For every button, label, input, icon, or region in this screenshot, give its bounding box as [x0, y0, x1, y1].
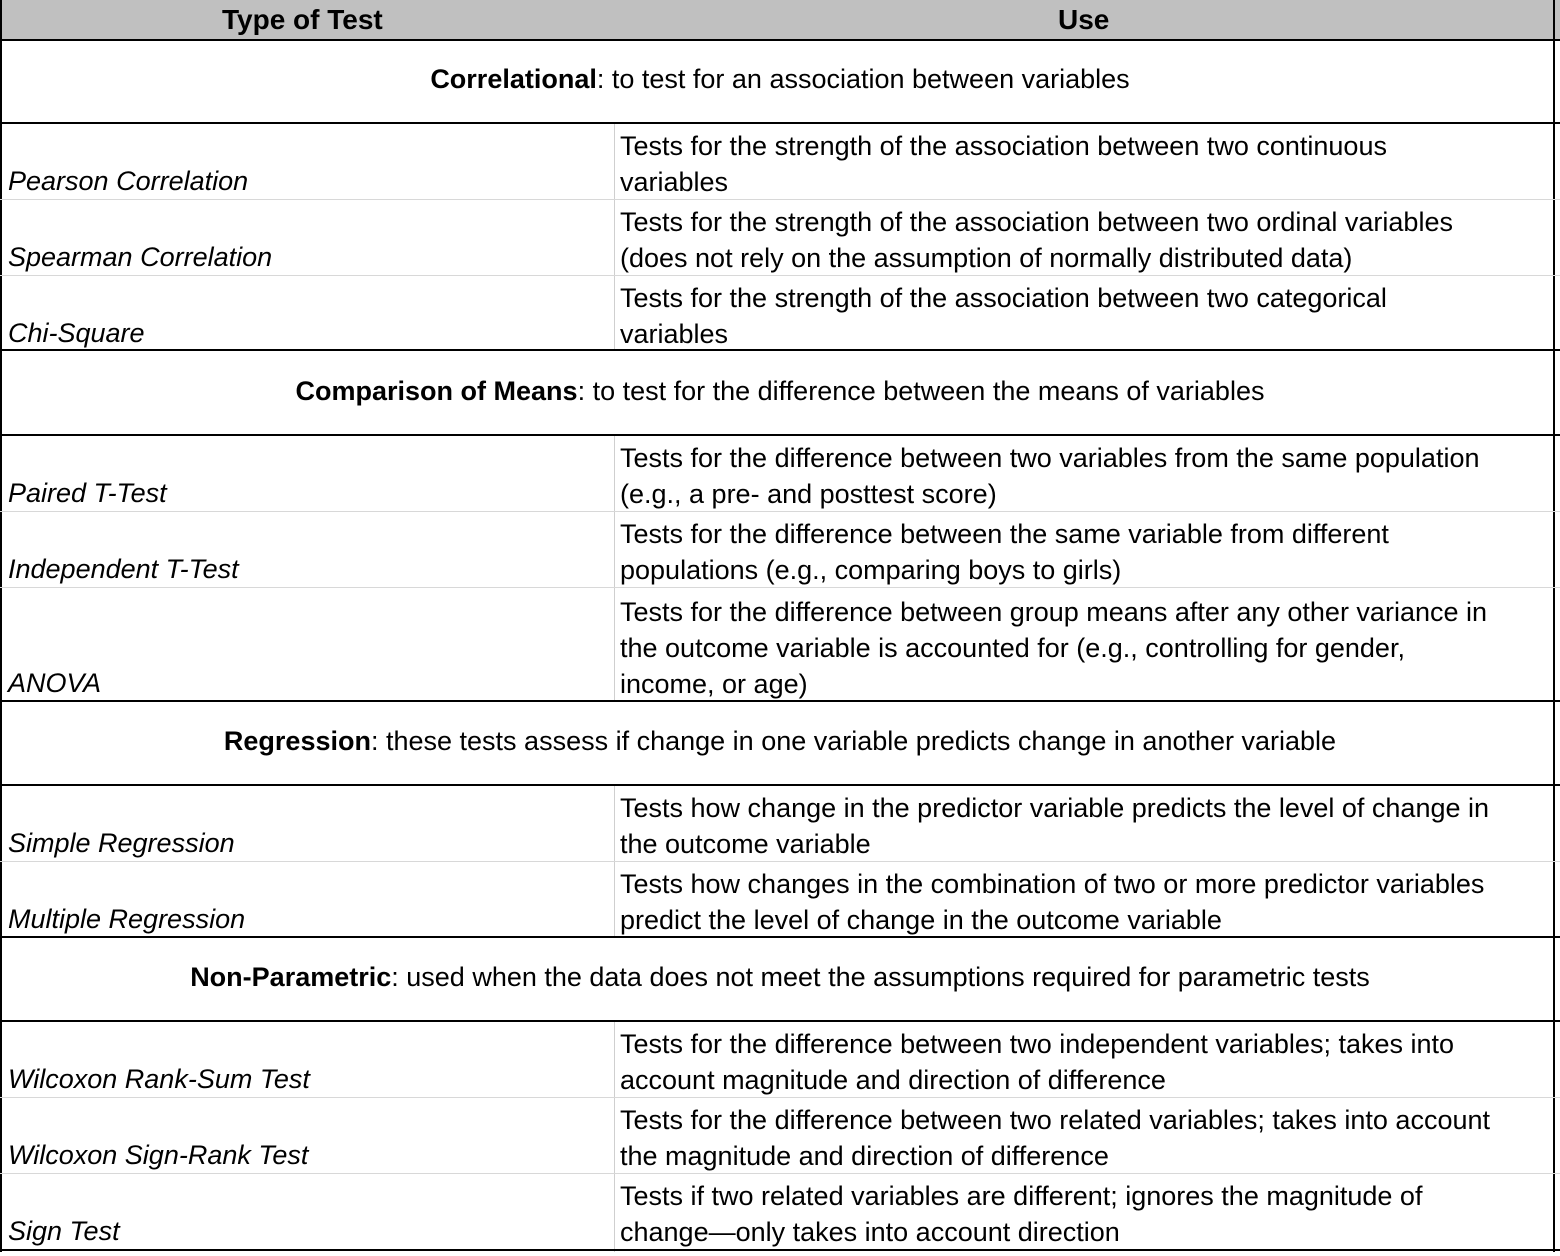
section-heading-comparison-of-means [0, 376, 1560, 407]
test-use: Tests for the strength of the association between two categorical variables [620, 283, 1387, 349]
test-name: Wilcoxon Rank-Sum Test [8, 1064, 310, 1094]
section-divider [0, 122, 1560, 124]
test-name: Sign Test [8, 1216, 120, 1246]
table-bottom-border [0, 1249, 1560, 1251]
section-description: : to test for the difference between the means of variables [577, 376, 1265, 406]
section-name: Comparison of Means [295, 376, 578, 406]
row-divider [0, 511, 1560, 512]
section-heading-non-parametric [0, 962, 1560, 993]
section-heading-regression [0, 726, 1560, 757]
test-use: Tests for the difference between group means after any other variance in the outcome variable is accounted for (e.g., controlling for gender, income, or age) [620, 597, 1488, 699]
test-name: Multiple Regression [8, 904, 246, 934]
section-heading-correlational [0, 64, 1560, 95]
row-divider [0, 1097, 1560, 1098]
test-use: Tests how changes in the combination of two or more predictor variables predict the level of change in the outcome variable [620, 869, 1485, 935]
column-divider [614, 1022, 615, 1252]
test-name: ANOVA [8, 668, 102, 698]
section-divider [0, 349, 1560, 351]
test-use: Tests how change in the predictor variable predicts the level of change in the outcome variable [620, 793, 1490, 859]
test-use: Tests for the difference between two related variables; takes into account the magnitude and direction of difference [620, 1105, 1490, 1171]
section-divider [0, 434, 1560, 436]
row-divider [0, 587, 1560, 588]
table-left-border [0, 0, 2, 1252]
row-divider [0, 275, 1560, 276]
test-name: Chi-Square [8, 318, 145, 348]
section-description: : these tests assess if change in one variable predicts change in another variable [370, 726, 1337, 756]
section-name: Regression [223, 726, 371, 756]
section-name: Non-Parametric [190, 962, 392, 992]
section-divider [0, 936, 1560, 938]
section-name: Correlational [430, 64, 597, 94]
section-divider [0, 784, 1560, 786]
test-name: Simple Regression [8, 828, 235, 858]
test-use: Tests for the difference between the same variable from different populations (e.g., comparing boys to girls) [620, 519, 1389, 585]
table-header [0, 0, 1560, 41]
test-use: Tests for the strength of the association between two ordinal variables (does not rely on the assumption of normally distributed data) [620, 207, 1453, 273]
section-divider [0, 700, 1560, 702]
test-name: Paired T-Test [8, 478, 167, 508]
test-name: Wilcoxon Sign-Rank Test [8, 1140, 309, 1170]
section-divider [0, 1020, 1560, 1022]
test-name: Spearman Correlation [8, 242, 273, 272]
section-description: : to test for an association between variables [596, 64, 1130, 94]
column-divider [614, 436, 615, 700]
row-divider [0, 199, 1560, 200]
test-use: Tests for the strength of the association between two continuous variables [620, 131, 1387, 197]
section-description: : used when the data does not meet the assumptions required for parametric tests [391, 962, 1370, 992]
header-use: Use [1058, 4, 1110, 35]
column-divider [614, 124, 615, 350]
row-divider [0, 1173, 1560, 1174]
test-use: Tests for the difference between two variables from the same population (e.g., a pre- and posttest score) [620, 443, 1480, 509]
test-name: Pearson Correlation [8, 166, 249, 196]
test-name: Independent T-Test [8, 554, 239, 584]
row-divider [0, 861, 1560, 862]
test-use: Tests if two related variables are different; ignores the magnitude of change—only takes into account direction [620, 1181, 1423, 1247]
header-type-of-test: Type of Test [222, 4, 383, 35]
test-use: Tests for the difference between two independent variables; takes into account magnitude and direction of difference [620, 1029, 1455, 1095]
